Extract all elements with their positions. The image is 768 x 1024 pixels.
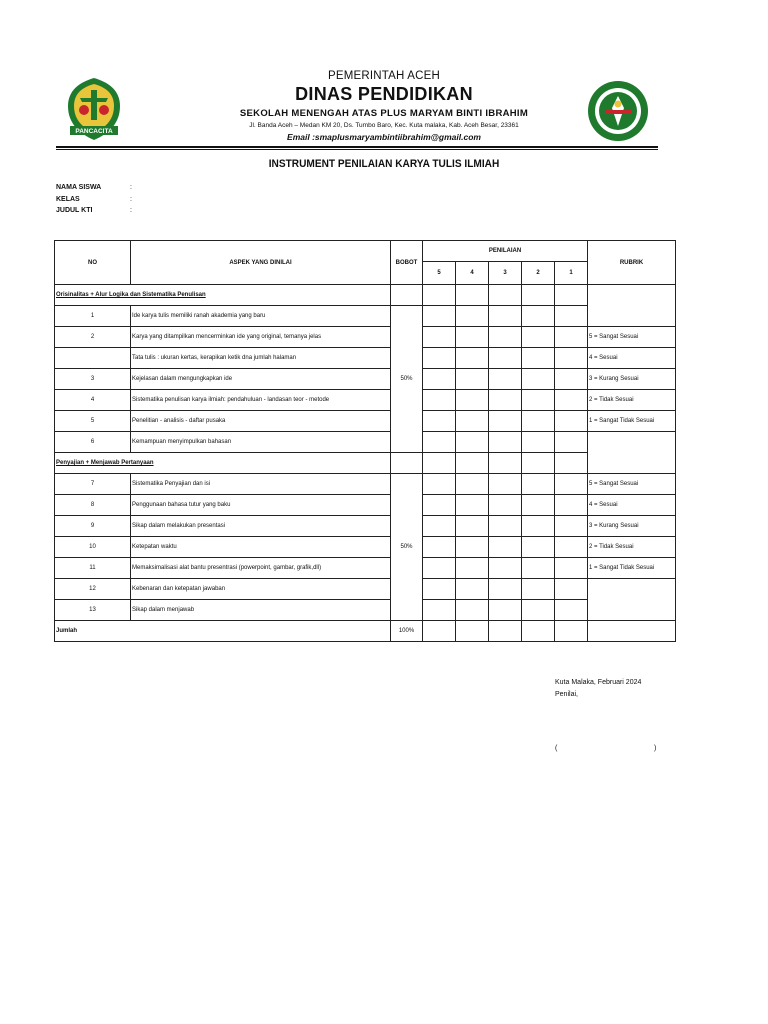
score-cell[interactable] bbox=[423, 558, 456, 579]
score-cell[interactable] bbox=[555, 390, 588, 411]
header-rule-thin bbox=[56, 149, 658, 150]
score-cell[interactable] bbox=[522, 432, 555, 453]
score-cell[interactable] bbox=[489, 621, 522, 642]
rubric-cell bbox=[588, 579, 676, 621]
rubric-item: 1 = Sangat Tidak Sesuai bbox=[588, 558, 676, 579]
score-cell[interactable] bbox=[489, 558, 522, 579]
score-cell[interactable] bbox=[456, 390, 489, 411]
table-row bbox=[55, 558, 676, 579]
bobot-value: 50% bbox=[391, 306, 423, 453]
score-cell[interactable] bbox=[489, 579, 522, 600]
score-cell[interactable] bbox=[423, 369, 456, 390]
score-cell[interactable] bbox=[489, 390, 522, 411]
score-cell[interactable] bbox=[456, 516, 489, 537]
section-title: Penyajian + Menjawab Pertanyaan bbox=[55, 453, 391, 474]
score-cell[interactable] bbox=[456, 369, 489, 390]
score-cell[interactable] bbox=[456, 411, 489, 432]
score-cell[interactable] bbox=[555, 411, 588, 432]
score-cell[interactable] bbox=[423, 621, 456, 642]
score-cell[interactable] bbox=[489, 474, 522, 495]
signature-place-date: Kuta Malaka, Februari 2024 bbox=[555, 679, 642, 686]
row-no: 5 bbox=[55, 411, 131, 432]
score-cell[interactable] bbox=[555, 474, 588, 495]
rubric-cell bbox=[588, 285, 676, 327]
row-no: 7 bbox=[55, 474, 131, 495]
score-cell[interactable] bbox=[456, 432, 489, 453]
meta-colon: : bbox=[130, 196, 132, 203]
score-cell[interactable] bbox=[555, 327, 588, 348]
signature-role: Penilai, bbox=[555, 691, 578, 698]
score-cell[interactable] bbox=[489, 348, 522, 369]
total-bobot: 100% bbox=[391, 621, 423, 642]
score-cell[interactable] bbox=[522, 369, 555, 390]
score-cell[interactable] bbox=[489, 306, 522, 327]
score-cell[interactable] bbox=[489, 495, 522, 516]
row-aspek: Sistematika penulisan karya ilmiah: pendahuluan - landasan teor - metode bbox=[131, 390, 391, 411]
signature-close-paren: ) bbox=[654, 745, 657, 752]
row-no: 4 bbox=[55, 390, 131, 411]
score-cell[interactable] bbox=[489, 327, 522, 348]
row-no: 10 bbox=[55, 537, 131, 558]
score-cell[interactable] bbox=[522, 621, 555, 642]
score-cell[interactable] bbox=[522, 516, 555, 537]
table-row bbox=[55, 369, 676, 390]
row-no: 12 bbox=[55, 579, 131, 600]
row-aspek: Tata tulis : ukuran kertas, kerapikan ketik dna jumlah halaman bbox=[131, 348, 391, 369]
row-aspek: Ketepatan waktu bbox=[131, 537, 391, 558]
meta-colon: : bbox=[130, 207, 132, 214]
score-cell[interactable] bbox=[423, 600, 456, 621]
score-cell[interactable] bbox=[456, 306, 489, 327]
row-no: 13 bbox=[55, 600, 131, 621]
col-header-penilaian: PENILAIAN bbox=[423, 241, 588, 262]
score-cell[interactable] bbox=[456, 474, 489, 495]
row-aspek: Sikap dalam melakukan presentasi bbox=[131, 516, 391, 537]
score-cell[interactable] bbox=[456, 348, 489, 369]
rubric-item: 4 = Sesuai bbox=[588, 495, 676, 516]
score-cell[interactable] bbox=[456, 600, 489, 621]
total-rubric bbox=[588, 621, 676, 642]
row-no: 6 bbox=[55, 432, 131, 453]
score-cell[interactable] bbox=[423, 579, 456, 600]
row-aspek: Kebenaran dan ketepatan jawaban bbox=[131, 579, 391, 600]
score-cell[interactable] bbox=[522, 579, 555, 600]
total-row bbox=[55, 621, 676, 642]
rubric-item: 4 = Sesuai bbox=[588, 348, 676, 369]
score-header: 2 bbox=[522, 262, 555, 285]
score-header: 3 bbox=[489, 262, 522, 285]
header-rule-thick bbox=[56, 146, 658, 148]
table-row bbox=[55, 516, 676, 537]
score-cell[interactable] bbox=[555, 369, 588, 390]
table-row bbox=[55, 348, 676, 369]
row-aspek: Kemampuan menyimpulkan bahasan bbox=[131, 432, 391, 453]
score-cell[interactable] bbox=[555, 537, 588, 558]
score-cell[interactable] bbox=[423, 327, 456, 348]
col-header-rubrik: RUBRIK bbox=[588, 241, 676, 285]
table-row bbox=[55, 474, 676, 495]
rubric-item: 3 = Kurang Sesuai bbox=[588, 516, 676, 537]
score-cell[interactable] bbox=[423, 306, 456, 327]
score-cell[interactable] bbox=[555, 306, 588, 327]
table-row bbox=[55, 390, 676, 411]
score-cell[interactable] bbox=[522, 327, 555, 348]
score-cell[interactable] bbox=[423, 390, 456, 411]
score-cell[interactable] bbox=[456, 621, 489, 642]
logo-caption: PANCACITA bbox=[75, 128, 113, 135]
rubric-item: 1 = Sangat Tidak Sesuai bbox=[588, 411, 676, 432]
meta-colon: : bbox=[130, 184, 132, 191]
score-cell[interactable] bbox=[522, 495, 555, 516]
row-aspek: Sikap dalam menjawab bbox=[131, 600, 391, 621]
row-no bbox=[55, 348, 131, 369]
school-name: SEKOLAH MENENGAH ATAS PLUS MARYAM BINTI IBRAHIM bbox=[239, 108, 529, 119]
row-aspek: Ide karya tulis memiliki ranah akademia yang baru bbox=[131, 306, 391, 327]
score-cell[interactable] bbox=[555, 579, 588, 600]
row-aspek: Penggunaan bahasa tutur yang baku bbox=[131, 495, 391, 516]
meta-label-kelas: KELAS bbox=[56, 196, 80, 203]
row-no: 1 bbox=[55, 306, 131, 327]
meta-label-judul: JUDUL KTI bbox=[56, 207, 93, 214]
table-row bbox=[55, 579, 676, 600]
col-header-aspek: ASPEK YANG DINILAI bbox=[131, 241, 391, 285]
rubric-item: 2 = Tidak Sesuai bbox=[588, 537, 676, 558]
score-cell[interactable] bbox=[555, 348, 588, 369]
table-row bbox=[55, 411, 676, 432]
rubric-item: 2 = Tidak Sesuai bbox=[588, 390, 676, 411]
table-row bbox=[55, 537, 676, 558]
score-cell[interactable] bbox=[423, 348, 456, 369]
score-cell[interactable] bbox=[522, 306, 555, 327]
score-cell[interactable] bbox=[489, 537, 522, 558]
score-cell[interactable] bbox=[522, 558, 555, 579]
score-cell[interactable] bbox=[489, 600, 522, 621]
score-cell[interactable] bbox=[423, 495, 456, 516]
section-title: Orisinalitas + Alur Logika dan Sistematika Penulisan bbox=[55, 285, 391, 306]
row-no: 2 bbox=[55, 327, 131, 348]
col-header-bobot: BOBOT bbox=[391, 241, 423, 285]
total-label: Jumlah bbox=[55, 621, 391, 642]
score-cell[interactable] bbox=[489, 432, 522, 453]
score-cell[interactable] bbox=[456, 537, 489, 558]
score-cell[interactable] bbox=[489, 516, 522, 537]
score-cell[interactable] bbox=[522, 411, 555, 432]
table-row bbox=[55, 432, 676, 453]
rubric-item: 5 = Sangat Sesuai bbox=[588, 474, 676, 495]
score-header: 1 bbox=[555, 262, 588, 285]
row-aspek: Sistematika Penyajian dan isi bbox=[131, 474, 391, 495]
score-cell[interactable] bbox=[555, 495, 588, 516]
score-cell[interactable] bbox=[456, 558, 489, 579]
score-header: 4 bbox=[456, 262, 489, 285]
score-cell[interactable] bbox=[555, 432, 588, 453]
table-row bbox=[55, 306, 676, 327]
score-cell[interactable] bbox=[489, 411, 522, 432]
row-no: 11 bbox=[55, 558, 131, 579]
school-address: Jl. Banda Aceh – Medan KM 20, Ds. Tumbo Baro, Kec. Kuta malaka, Kab. Aceh Besar, 23361 bbox=[249, 122, 519, 129]
row-no: 3 bbox=[55, 369, 131, 390]
score-cell[interactable] bbox=[522, 390, 555, 411]
score-cell[interactable] bbox=[522, 537, 555, 558]
rubric-cell bbox=[588, 432, 676, 474]
score-cell[interactable] bbox=[456, 579, 489, 600]
row-aspek: Memaksimalisasi alat bantu presentrasi (powerpoint, gambar, grafik,dll) bbox=[131, 558, 391, 579]
score-cell[interactable] bbox=[423, 537, 456, 558]
department-name: DINAS PENDIDIKAN bbox=[295, 84, 473, 104]
school-email: Email :smaplusmaryambintiibrahim@gmail.com bbox=[287, 132, 481, 142]
score-cell[interactable] bbox=[522, 474, 555, 495]
row-aspek: Penelitian - analisis - daftar pusaka bbox=[131, 411, 391, 432]
bobot-value: 50% bbox=[391, 474, 423, 621]
table-row bbox=[55, 327, 676, 348]
score-cell[interactable] bbox=[522, 348, 555, 369]
score-cell[interactable] bbox=[489, 369, 522, 390]
row-no: 8 bbox=[55, 495, 131, 516]
document-title: INSTRUMENT PENILAIAN KARYA TULIS ILMIAH bbox=[268, 158, 500, 170]
row-aspek: Kejelasan dalam mengungkapkan ide bbox=[131, 369, 391, 390]
row-aspek: Karya yang ditampilkan mencerminkan ide yang original, temanya jelas bbox=[131, 327, 391, 348]
score-cell[interactable] bbox=[555, 558, 588, 579]
score-cell[interactable] bbox=[555, 600, 588, 621]
row-no: 9 bbox=[55, 516, 131, 537]
score-cell[interactable] bbox=[555, 516, 588, 537]
score-header: 5 bbox=[423, 262, 456, 285]
assessment-table bbox=[54, 240, 676, 642]
score-cell[interactable] bbox=[456, 495, 489, 516]
table-row bbox=[55, 495, 676, 516]
signature-open-paren: ( bbox=[555, 745, 558, 752]
score-cell[interactable] bbox=[423, 516, 456, 537]
table-row bbox=[55, 600, 676, 621]
rubric-item: 5 = Sangat Sesuai bbox=[588, 327, 676, 348]
score-cell[interactable] bbox=[423, 474, 456, 495]
score-cell[interactable] bbox=[423, 432, 456, 453]
col-header-no: NO bbox=[55, 241, 131, 285]
government-name: PEMERINTAH ACEH bbox=[327, 70, 441, 82]
score-cell[interactable] bbox=[555, 621, 588, 642]
score-cell[interactable] bbox=[522, 600, 555, 621]
score-cell[interactable] bbox=[456, 327, 489, 348]
rubric-item: 3 = Kurang Sesuai bbox=[588, 369, 676, 390]
meta-label-nama: NAMA SISWA bbox=[56, 184, 102, 191]
score-cell[interactable] bbox=[423, 411, 456, 432]
